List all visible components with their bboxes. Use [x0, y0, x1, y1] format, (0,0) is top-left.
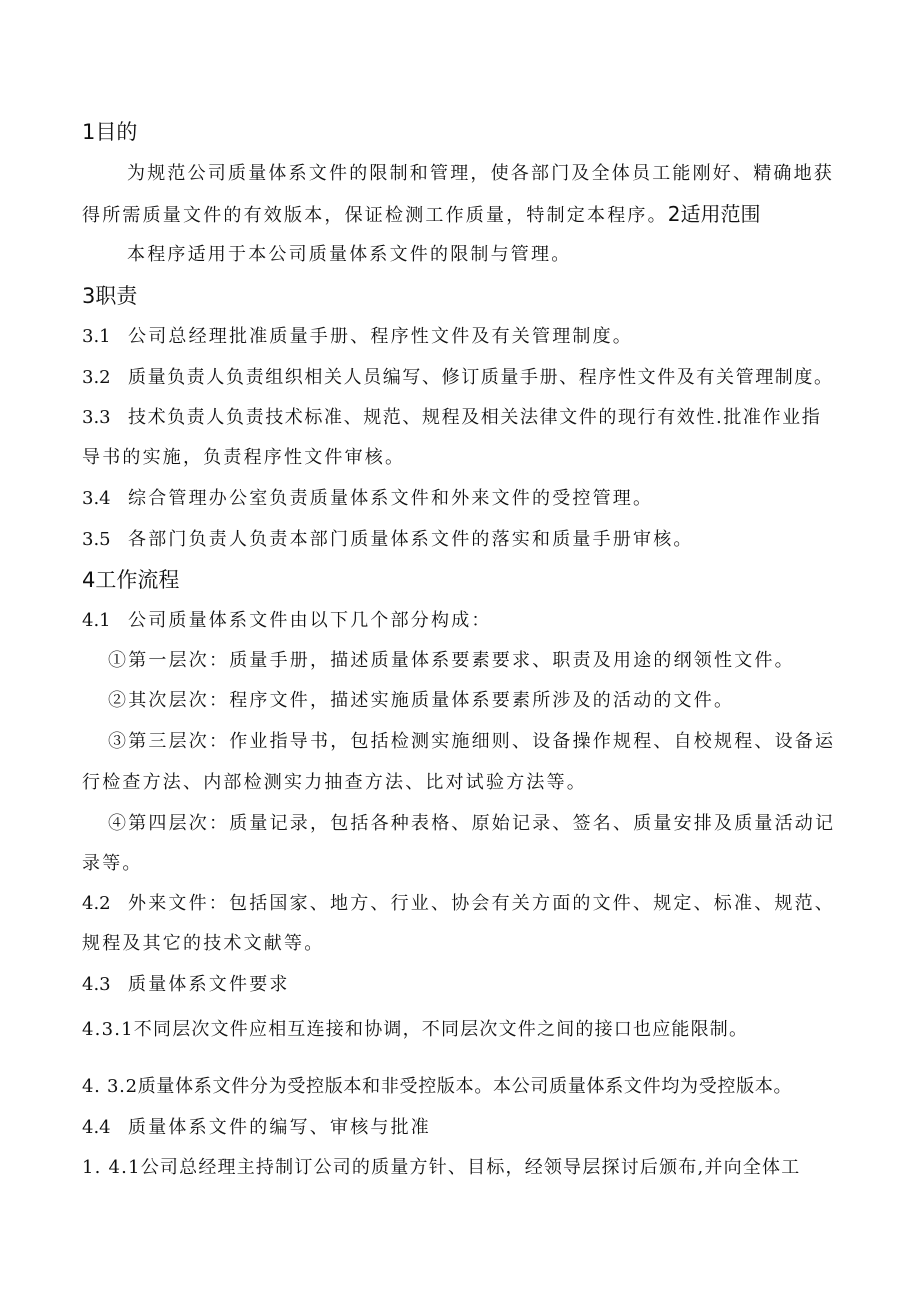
item-text: 质量负责人负责组织相关人员编写、修订质量手册、程序性文件及有关管理制度。: [128, 367, 834, 388]
heading-workflow: 4工作流程: [82, 568, 180, 592]
item-text: 公司总经理批准质量手册、程序性文件及有关管理制度。: [128, 326, 633, 347]
level-1: ①第一层次：质量手册，描述质量体系要素要求、职责及用途的纲领性文件。: [108, 650, 795, 671]
purpose-line-2: [82, 201, 761, 229]
item-number: 4.3: [82, 974, 111, 995]
item-number: 3.2: [82, 367, 111, 388]
heading-responsibilities: 3职责: [82, 284, 138, 308]
level-3-line-1: ③第三层次：作业指导书，包括检测实施细则、设备操作规程、自校规程、设备运: [108, 731, 836, 752]
item-number: 3.4: [82, 488, 111, 509]
scope-paragraph: 本程序适用于本公司质量体系文件的限制与管理。: [127, 244, 572, 265]
item-text: 质量体系文件要求: [128, 974, 290, 995]
resp-item-3-2: [82, 365, 834, 391]
workflow-item-4-2-cont: 规程及其它的技术文献等。: [82, 933, 325, 954]
workflow-item-4-3: [82, 972, 290, 998]
resp-item-3-4: [82, 486, 653, 512]
level-3-line-2: 行检查方法、内部检测实力抽查方法、比对试验方法等。: [82, 772, 587, 793]
item-text: 质量体系文件的编写、审核与批准: [128, 1117, 431, 1138]
workflow-item-4-3-1: 4.3.1不同层次文件应相互连接和协调，不同层次文件之间的接口也应能限制。: [82, 1019, 749, 1040]
item-text: 公司质量体系文件由以下几个部分构成：: [128, 610, 492, 631]
heading-scope: 2适用范围: [667, 202, 761, 226]
item-text: 综合管理办公室负责质量体系文件和外来文件的受控管理。: [128, 488, 654, 509]
level-4-line-1: ④第四层次：质量记录，包括各种表格、原始记录、签名、质量安排及质量活动记: [108, 813, 836, 834]
item-number: 3.1: [82, 326, 111, 347]
item-number: 4.4: [82, 1117, 111, 1138]
item-number: 4.2: [82, 893, 111, 914]
heading-purpose: 1目的: [82, 120, 138, 144]
workflow-item-4-1: [82, 608, 492, 634]
item-text: 各部门负责人负责本部门质量体系文件的落实和质量手册审核。: [128, 529, 694, 550]
item-number: 3.3: [82, 407, 111, 428]
resp-item-3-5: [82, 527, 694, 553]
item-text: 外来文件：包括国家、地方、行业、协会有关方面的文件、规定、标准、规范、: [128, 893, 835, 914]
level-4-line-2: 录等。: [82, 853, 143, 874]
workflow-item-4-3-2: 4. 3.2质量体系文件分为受控版本和非受控版本。本公司质量体系文件均为受控版本。: [82, 1076, 793, 1097]
workflow-item-4-4-1: 1. 4.1公司总经理主持制订公司的质量方针、目标，经领导层探讨后颁布,并向全体工: [82, 1157, 801, 1178]
workflow-item-4-2: [82, 891, 835, 917]
resp-item-3-1: [82, 324, 633, 350]
workflow-item-4-4: [82, 1115, 431, 1141]
level-2: ②其次层次：程序文件，描述实施质量体系要素所涉及的活动的文件。: [108, 690, 735, 711]
purpose-line-2-text: 得所需质量文件的有效版本，保证检测工作质量，特制定本程序。: [82, 205, 668, 226]
resp-item-3-3-cont: 导书的实施，负责程序性文件审核。: [82, 447, 406, 468]
purpose-line-1: 为规范公司质量体系文件的限制和管理，使各部门及全体员工能刚好、精确地获: [127, 163, 834, 184]
resp-item-3-3: [82, 405, 821, 431]
item-number: 4.1: [82, 610, 111, 631]
item-text: 技术负责人负责技术标准、规范、规程及相关法律文件的现行有效性.批准作业指: [128, 407, 822, 428]
item-number: 3.5: [82, 529, 111, 550]
